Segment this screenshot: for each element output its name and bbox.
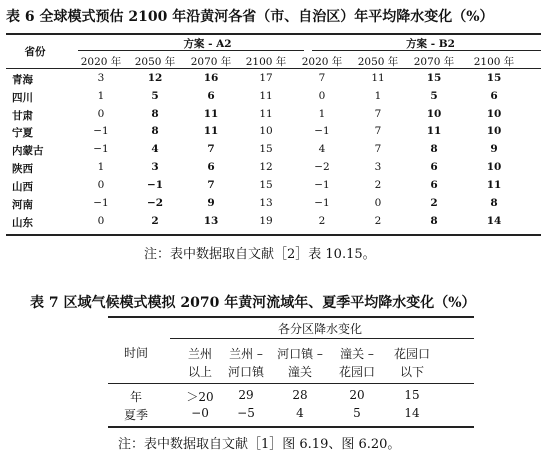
table6-year-header: 2020 年	[80, 56, 122, 68]
table7-cell: 20	[349, 388, 365, 402]
table6-cell: −2	[146, 197, 164, 209]
table6-cell: 10	[486, 108, 502, 120]
table6-cell: −1	[314, 197, 330, 209]
table6-cell: −1	[93, 197, 109, 209]
table6-cell: 2	[430, 197, 438, 209]
table6-cell: 11	[259, 108, 273, 120]
table6-cell: −1	[93, 125, 109, 137]
table6-cell: −1	[93, 143, 109, 155]
table6-cell: −1	[314, 179, 330, 191]
table6-cell: 5	[430, 90, 438, 102]
table6-cell: 3	[151, 161, 159, 173]
table7-bottom-rule	[108, 426, 474, 428]
table6-cell: 1	[97, 161, 105, 173]
table6-cell: 13	[203, 215, 219, 227]
table6-group-rule-b	[312, 50, 541, 51]
table6-cell: 14	[486, 215, 502, 227]
table6-cell: 4	[318, 143, 326, 155]
table6-year-header: 2020 年	[301, 56, 343, 68]
table7-cell: −0	[191, 406, 209, 420]
table6-cell: 7	[374, 108, 382, 120]
table6-cell: 4	[151, 143, 159, 155]
table6-cell: −1	[146, 179, 164, 191]
table6-cell: 0	[97, 179, 105, 191]
table7-time-label: 夏季	[123, 408, 148, 422]
table6-province-label: 内蒙古	[12, 145, 44, 157]
table6-cell: 10	[486, 125, 502, 137]
table7-time-header: 时间	[123, 346, 148, 360]
table7-region-header: 花园口	[393, 347, 430, 361]
table7-header-rule	[108, 383, 474, 384]
table7-region-header: 河口镇	[227, 365, 264, 379]
table6-cell: 11	[486, 179, 502, 191]
table6-province-label: 山西	[12, 181, 33, 193]
table6-cell: 12	[259, 161, 273, 173]
table6-cell: 7	[374, 125, 382, 137]
table7-cell: 28	[292, 388, 308, 402]
table6-province-label: 青海	[12, 74, 33, 86]
table6-cell: 10	[426, 108, 442, 120]
table6-cell: 8	[151, 125, 159, 137]
table6-province-label: 陕西	[12, 163, 33, 175]
table6-cell: 6	[430, 179, 438, 191]
table6-cell: 8	[490, 197, 498, 209]
table6-group-rule-a	[78, 50, 304, 51]
table6-cell: 3	[97, 72, 105, 84]
table7-region-header: 花园口	[338, 365, 375, 379]
table6-cell: 9	[207, 197, 215, 209]
table6-bottom-rule	[6, 234, 541, 236]
table6-year-header: 2050 年	[357, 56, 399, 68]
table6-row-header: 省份	[24, 46, 46, 58]
table6-cell: 9	[490, 143, 498, 155]
table6-province-label: 四川	[12, 92, 33, 104]
table6-cell: 11	[259, 90, 273, 102]
table6-cell: 15	[426, 72, 442, 84]
table6-cell: 15	[259, 143, 273, 155]
table7-group-header: 各分区降水变化	[277, 322, 362, 336]
table6-cell: 7	[318, 72, 326, 84]
table7-region-header: 兰州	[187, 347, 212, 361]
table6-cell: 16	[203, 72, 219, 84]
table6-top-rule	[6, 33, 541, 35]
table7-region-header: 潼关 –	[340, 347, 374, 361]
table6-cell: 1	[97, 90, 105, 102]
table6-year-header: 2100 年	[473, 56, 515, 68]
table6-caption: 表 6 全球模式预估 2100 年沿黄河各省（市、自治区）年平均降水变化（%）	[6, 9, 494, 25]
table6-cell: 11	[203, 108, 219, 120]
table7-region-header: 潼关	[287, 365, 312, 379]
table6-cell: 13	[259, 197, 273, 209]
table6-cell: 2	[374, 179, 382, 191]
table7-time-label: 年	[129, 390, 142, 404]
table6-year-header: 2100 年	[245, 56, 287, 68]
table6-cell: 10	[259, 125, 273, 137]
table6-cell: 11	[371, 72, 385, 84]
table6-group-b2: 方案 - B2	[406, 38, 455, 50]
table6-cell: 2	[374, 215, 382, 227]
table6-cell: 6	[430, 161, 438, 173]
table6-cell: 6	[207, 90, 215, 102]
table6-province-label: 河南	[12, 199, 33, 211]
table6-cell: 2	[151, 215, 159, 227]
table6-cell: 8	[151, 108, 159, 120]
table6-cell: 7	[207, 143, 215, 155]
table6-cell: 15	[486, 72, 502, 84]
table6-cell: 8	[430, 215, 438, 227]
table7-note: 注：表中数据取自文献［1］图 6.19、图 6.20。	[118, 437, 401, 452]
table6-cell: 0	[97, 215, 105, 227]
table6-cell: 7	[374, 143, 382, 155]
table7-region-header: 以上	[187, 365, 212, 379]
table6-cell: −2	[314, 161, 330, 173]
table7-group-rule	[170, 338, 474, 339]
table6-cell: 6	[207, 161, 215, 173]
table6-cell: 11	[203, 125, 219, 137]
table6-cell: 11	[426, 125, 442, 137]
table6-province-label: 宁夏	[12, 127, 33, 139]
table6-cell: 6	[490, 90, 498, 102]
table6-cell: 2	[318, 215, 326, 227]
table6-cell: 5	[151, 90, 159, 102]
table6-cell: −1	[314, 125, 330, 137]
table7-cell: ＞20	[186, 390, 214, 404]
table6-header-rule	[6, 68, 541, 69]
table6-cell: 19	[259, 215, 273, 227]
table6-year-header: 2050 年	[134, 56, 176, 68]
table7-caption: 表 7 区域气候模式模拟 2070 年黄河流域年、夏季平均降水变化（%）	[30, 295, 476, 311]
table6-year-header: 2070 年	[190, 56, 232, 68]
table6-cell: 0	[318, 90, 326, 102]
table6-cell: 10	[486, 161, 502, 173]
table6-cell: 7	[207, 179, 215, 191]
table6-cell: 12	[147, 72, 163, 84]
table7-cell: 5	[353, 406, 361, 420]
table6-cell: 1	[318, 108, 326, 120]
table6-year-header: 2070 年	[413, 56, 455, 68]
table6-cell: 8	[430, 143, 438, 155]
table6-province-label: 甘肃	[12, 110, 33, 122]
table7-cell: 4	[296, 406, 304, 420]
table6-group-a2: 方案 - A2	[183, 38, 232, 50]
table7-cell: 15	[404, 388, 420, 402]
table6-cell: 1	[374, 90, 382, 102]
table6-cell: 0	[374, 197, 382, 209]
table7-region-header: 以下	[399, 365, 424, 379]
table6-cell: 3	[374, 161, 382, 173]
table6-province-label: 山东	[12, 217, 33, 229]
table6-note: 注：表中数据取自文献［2］表 10.15。	[144, 247, 376, 262]
table6-cell: 15	[259, 179, 273, 191]
table7-region-header: 兰州 –	[229, 347, 263, 361]
table7-cell: 29	[238, 388, 254, 402]
table7-region-header: 河口镇 –	[277, 347, 323, 361]
table6-cell: 17	[259, 72, 273, 84]
table7-cell: −5	[237, 406, 255, 420]
table6-cell: 0	[97, 108, 105, 120]
table7-top-rule	[108, 316, 474, 318]
table7-cell: 14	[404, 406, 420, 420]
